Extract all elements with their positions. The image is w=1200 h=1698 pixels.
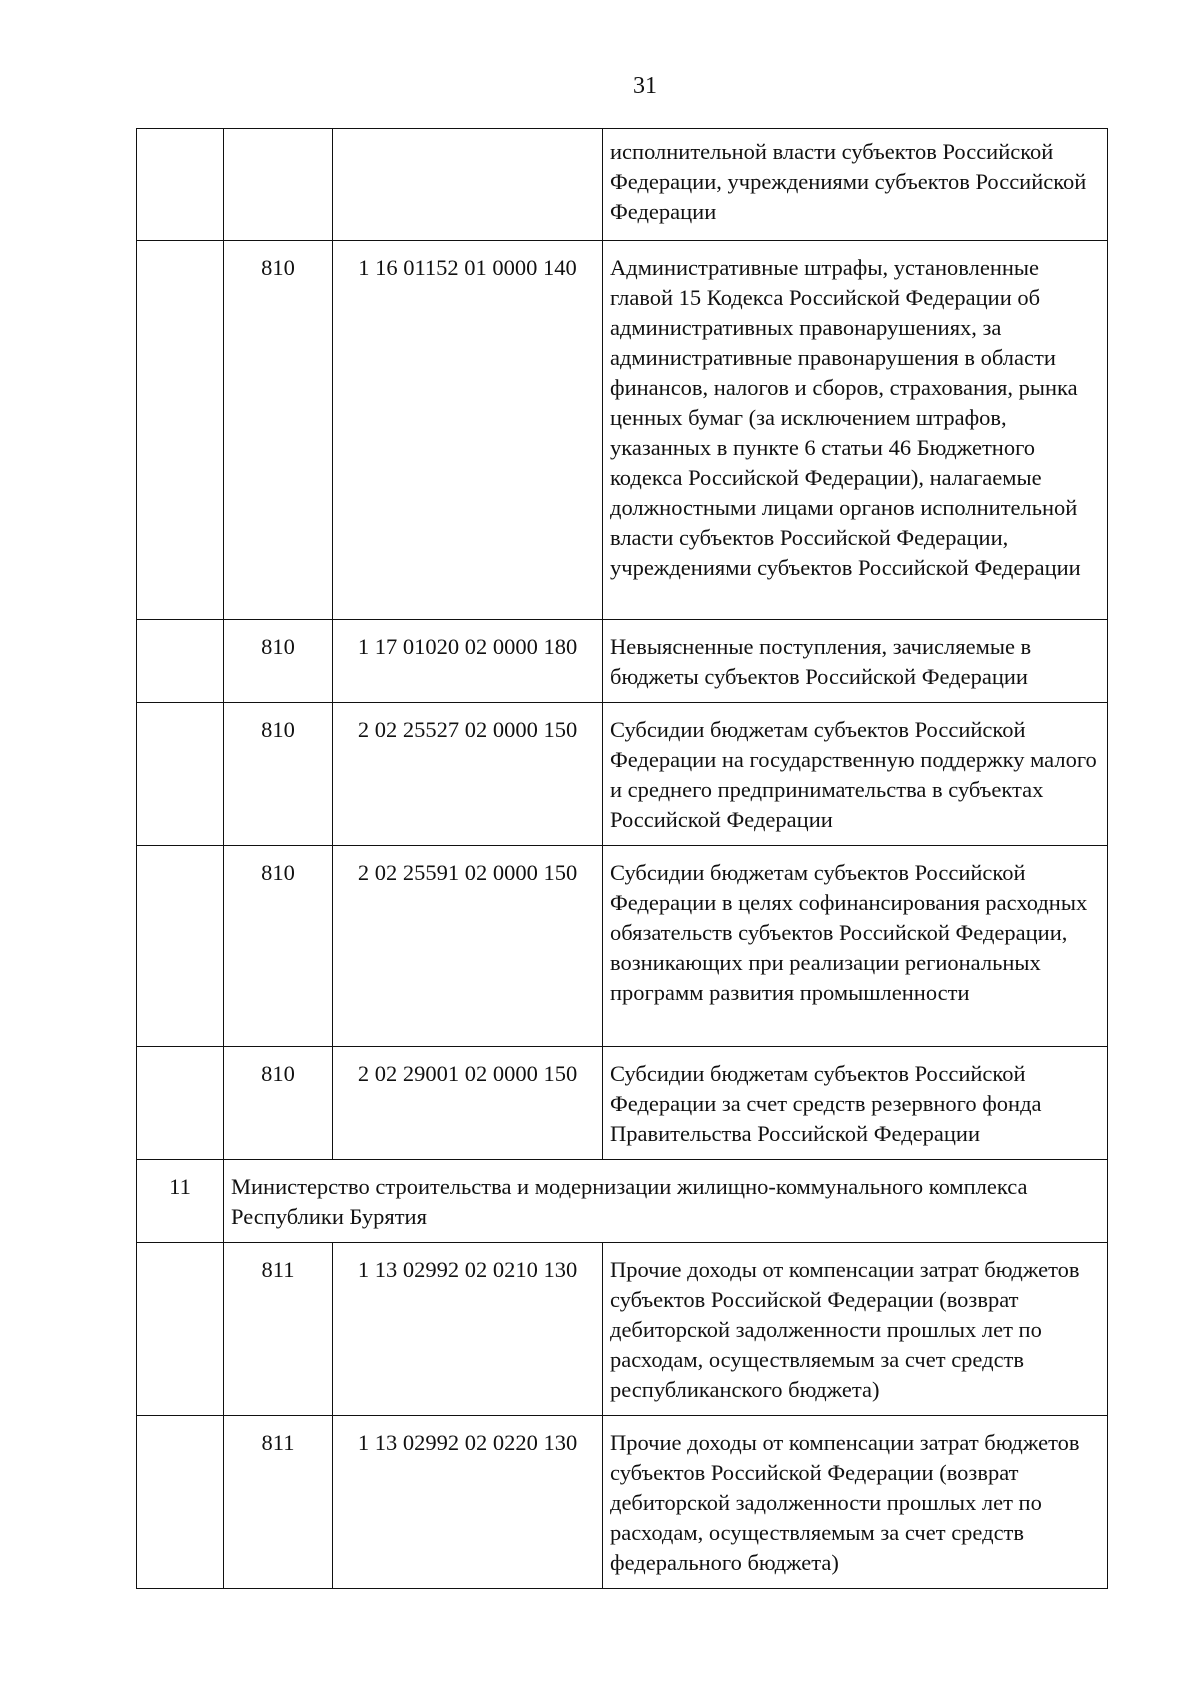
revenue-name-cell: Субсидии бюджетам субъектов Российской Федерации за счет средств резервного фонда Правительства Российской Федерации <box>603 1047 1108 1160</box>
table-row <box>137 703 1108 846</box>
revenue-name-cell: Субсидии бюджетам субъектов Российской Федерации на государственную поддержку малого и среднего предпринимательства в субъектах Российской Федерации <box>603 703 1108 846</box>
revenue-codes-table <box>136 128 1108 1589</box>
revenue-code-cell: 1 13 02992 02 0210 130 <box>333 1243 603 1416</box>
admin-code-cell: 810 <box>224 1047 333 1160</box>
row-number-cell <box>137 620 224 703</box>
table-row <box>137 1047 1108 1160</box>
row-number-cell <box>137 129 224 241</box>
table-row <box>137 846 1108 1047</box>
revenue-name-cell: Субсидии бюджетам субъектов Российской Федерации в целях софинансирования расходных обязательств субъектов Российской Федерации, возникающих при реализации региональных программ развития промышленности <box>603 846 1108 1047</box>
admin-code-cell: 810 <box>224 846 333 1047</box>
row-number-cell <box>137 703 224 846</box>
revenue-code-cell: 2 02 25591 02 0000 150 <box>333 846 603 1047</box>
admin-code-cell: 811 <box>224 1416 333 1589</box>
revenue-name-cell: Прочие доходы от компенсации затрат бюджетов субъектов Российской Федерации (возврат дебиторской задолженности прошлых лет по расходам, осуществляемым за счет средств республиканского бюджета) <box>603 1243 1108 1416</box>
table-row <box>137 1243 1108 1416</box>
revenue-code-cell: 1 16 01152 01 0000 140 <box>333 241 603 620</box>
table-row <box>137 129 1108 241</box>
ministry-name-cell: Министерство строительства и модернизации жилищно-коммунального комплекса Республики Бурятия <box>224 1160 1108 1243</box>
revenue-code-cell: 1 17 01020 02 0000 180 <box>333 620 603 703</box>
row-number-cell <box>137 1243 224 1416</box>
table-row <box>137 620 1108 703</box>
table-row <box>137 1416 1108 1589</box>
ministry-number-cell: 11 <box>137 1160 224 1243</box>
admin-code-cell: 811 <box>224 1243 333 1416</box>
table-row <box>137 241 1108 620</box>
row-number-cell <box>137 241 224 620</box>
row-number-cell <box>137 1047 224 1160</box>
admin-code-cell <box>224 129 333 241</box>
revenue-name-cell: Невыясненные поступления, зачисляемые в бюджеты субъектов Российской Федерации <box>603 620 1108 703</box>
revenue-code-cell <box>333 129 603 241</box>
page-number: 31 <box>633 73 657 99</box>
admin-code-cell: 810 <box>224 241 333 620</box>
row-number-cell <box>137 846 224 1047</box>
admin-code-cell: 810 <box>224 620 333 703</box>
ministry-row <box>137 1160 1108 1243</box>
row-number-cell <box>137 1416 224 1589</box>
revenue-name-cell: Административные штрафы, установленные главой 15 Кодекса Российской Федерации об административных правонарушениях, за административные правонарушения в области финансов, налогов и сборов, страхования, рынка ценных бумаг (за исключением штрафов, указанных в пункте 6 статьи 46 Бюджетного кодекса Российской Федерации), налагаемые должностными лицами органов исполнительной власти субъектов Российской Федерации, учреждениями субъектов Российской Федерации <box>603 241 1108 620</box>
revenue-code-cell: 1 13 02992 02 0220 130 <box>333 1416 603 1589</box>
admin-code-cell: 810 <box>224 703 333 846</box>
revenue-code-cell: 2 02 25527 02 0000 150 <box>333 703 603 846</box>
revenue-name-cell: Прочие доходы от компенсации затрат бюджетов субъектов Российской Федерации (возврат дебиторской задолженности прошлых лет по расходам, осуществляемым за счет средств федерального бюджета) <box>603 1416 1108 1589</box>
revenue-code-cell: 2 02 29001 02 0000 150 <box>333 1047 603 1160</box>
revenue-name-cell: исполнительной власти субъектов Российской Федерации, учреждениями субъектов Российской Федерации <box>603 129 1108 241</box>
